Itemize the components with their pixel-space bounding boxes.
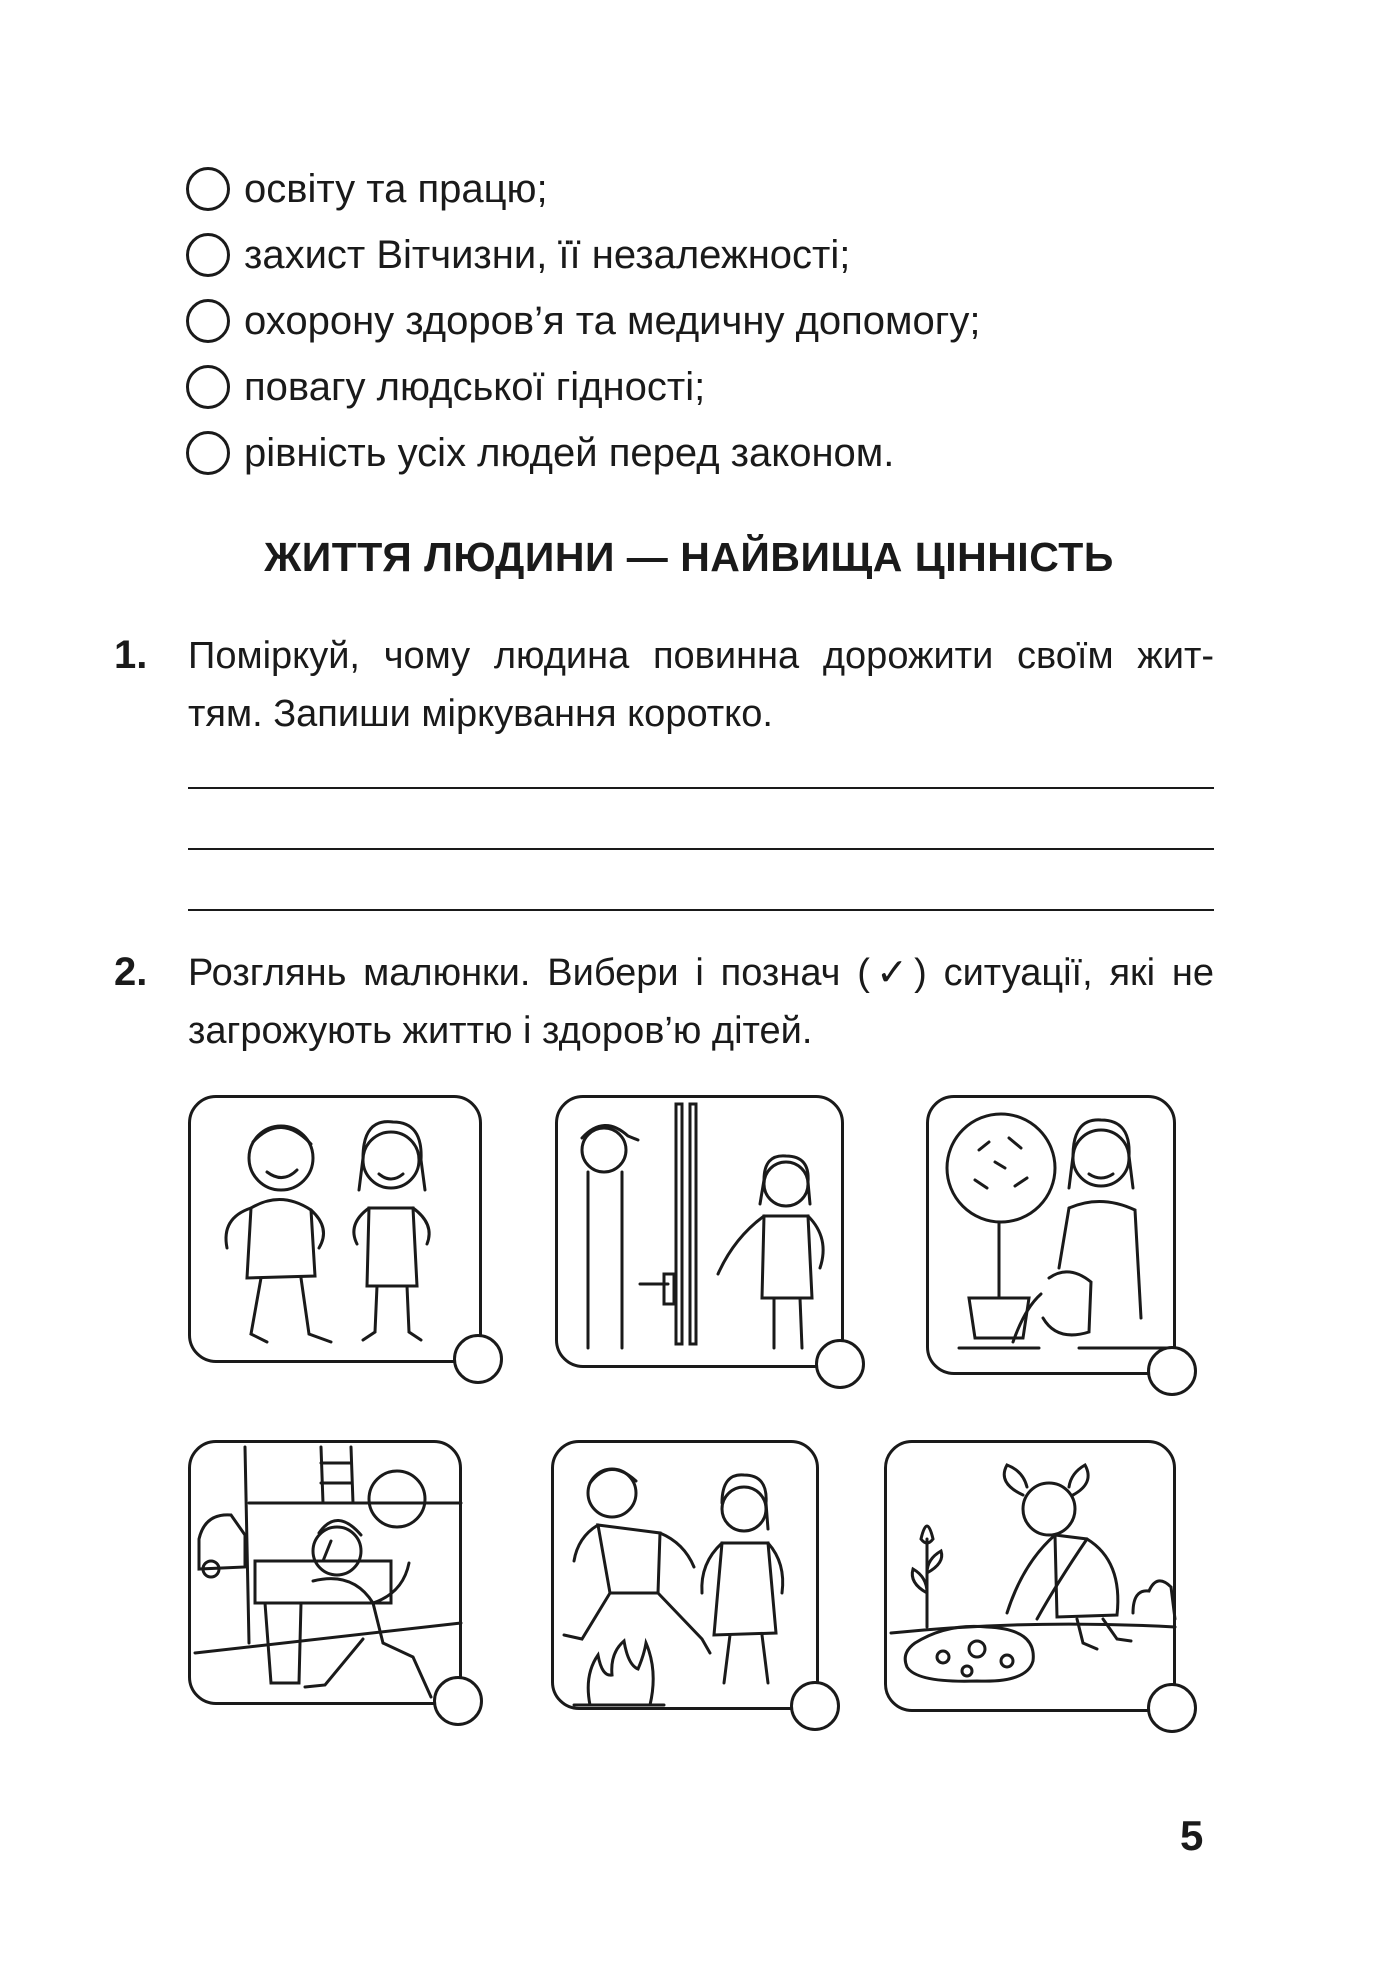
answer-line[interactable] <box>188 909 1214 911</box>
rights-item-text: повагу людської гідності; <box>244 364 706 409</box>
rights-list-item <box>186 420 1186 486</box>
section-title: ЖИТТЯ ЛЮДИНИ — НАЙВИЩА ЦІННІСТЬ <box>264 534 1114 580</box>
picture-stranger-at-door <box>555 1095 844 1368</box>
picture-boy-and-girl-talking <box>188 1095 482 1363</box>
rights-list-item <box>186 354 1186 420</box>
task-text <box>188 627 1214 743</box>
answer-line[interactable] <box>188 787 1214 789</box>
picture-girl-watering-plant <box>926 1095 1176 1375</box>
boy-running-across-road-illustration <box>191 1443 465 1708</box>
rights-item-text: освіту та працю; <box>244 166 548 211</box>
boy-and-girl-illustration <box>191 1098 485 1366</box>
answer-circle[interactable] <box>186 299 230 343</box>
rights-list <box>186 156 1186 486</box>
answer-circle[interactable] <box>433 1676 483 1726</box>
rights-item-text: рівність усіх людей перед законом. <box>244 430 895 475</box>
stranger-at-door-illustration <box>558 1098 847 1371</box>
task-number: 1. <box>114 633 148 677</box>
rights-item-text: захист Вітчизни, її незалежності; <box>244 232 851 277</box>
task-text-line: Поміркуй, чому людина повинна дорожити своїм жит- <box>188 635 1214 677</box>
task-number: 2. <box>114 950 148 994</box>
answer-circle[interactable] <box>186 431 230 475</box>
girl-with-puddle-and-flower-illustration <box>887 1443 1179 1715</box>
answer-circle[interactable] <box>790 1681 840 1731</box>
answer-circle[interactable] <box>186 233 230 277</box>
answer-line[interactable] <box>188 848 1214 850</box>
rights-item-text: охорону здоров’я та медичну допомогу; <box>244 298 981 343</box>
rights-list-item <box>186 288 1186 354</box>
answer-circle[interactable] <box>186 365 230 409</box>
task-text-line: тям. Запиши міркування коротко. <box>188 693 773 735</box>
picture-children-jumping-over-fire <box>551 1440 819 1710</box>
task-text-line: Розглянь малюнки. Вибери і познач (✓) ситуації, які не <box>188 952 1214 994</box>
task-2 <box>114 950 1214 1080</box>
task-text-line: загрожують життю і здоров’ю дітей. <box>188 1010 813 1052</box>
picture-girl-with-puddle-and-flower <box>884 1440 1176 1712</box>
answer-circle[interactable] <box>815 1339 865 1389</box>
answer-circle[interactable] <box>186 167 230 211</box>
task-text <box>188 944 1214 1060</box>
rights-list-item <box>186 222 1186 288</box>
girl-watering-plant-illustration <box>929 1098 1179 1378</box>
answer-circle[interactable] <box>1147 1346 1197 1396</box>
task-1 <box>114 633 1214 763</box>
picture-boy-running-across-road <box>188 1440 462 1705</box>
answer-circle[interactable] <box>453 1334 503 1384</box>
rights-list-item <box>186 156 1186 222</box>
page-number: 5 <box>1180 1812 1204 1859</box>
children-jumping-over-fire-illustration <box>554 1443 822 1713</box>
answer-circle[interactable] <box>1147 1683 1197 1733</box>
